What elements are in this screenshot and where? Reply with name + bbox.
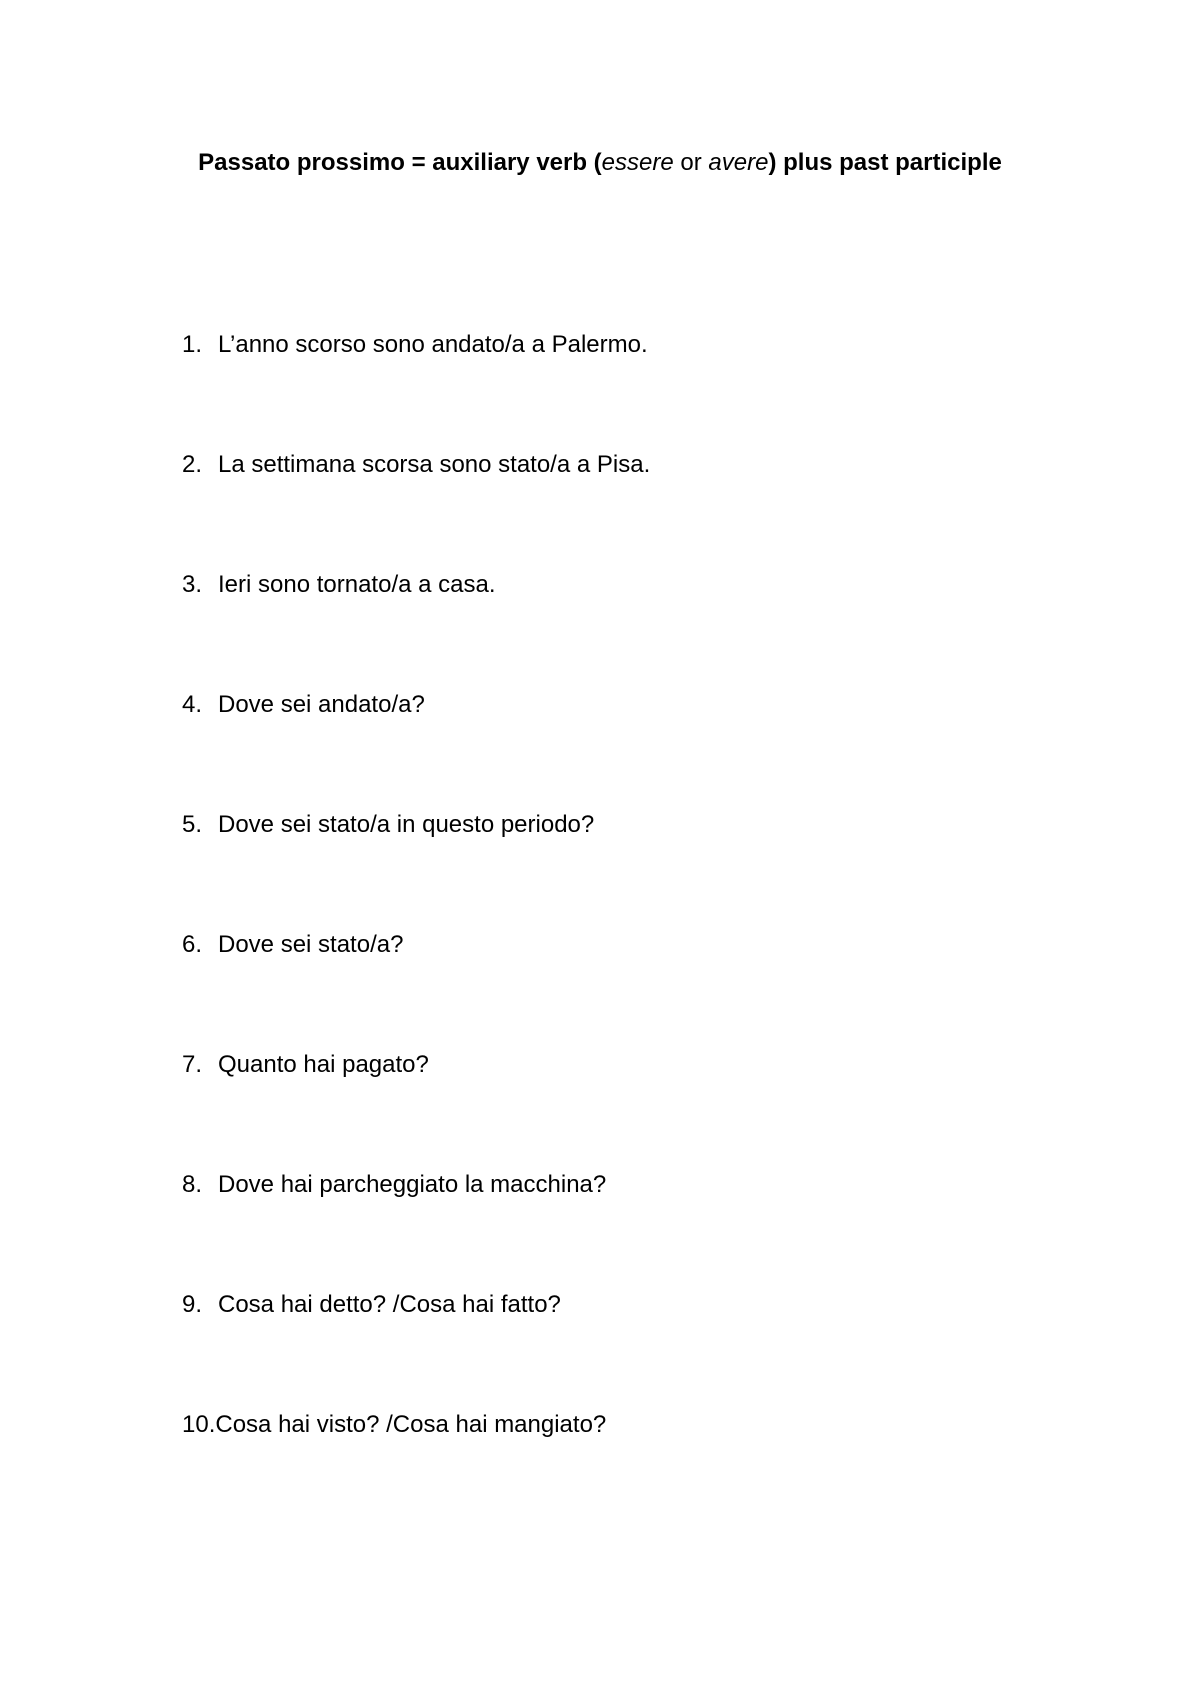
title-text-start: Passato prossimo = auxiliary verb ( [198,149,602,176]
item-text: Cosa hai visto? /Cosa hai mangiato? [215,1411,607,1438]
title-text-or: or [673,149,709,176]
list-item [182,568,650,688]
item-text: Ieri sono tornato/a a casa. [218,571,496,598]
item-number: 1. [182,331,203,358]
item-number: 10. [182,1411,216,1438]
list-item [182,1408,650,1528]
item-number: 6. [182,931,203,958]
item-text: Dove sei stato/a? [218,931,404,958]
list-item [182,808,650,928]
list-item [182,448,650,568]
page-title [0,146,1200,180]
item-number: 9. [182,1291,203,1318]
list-item [182,1288,650,1408]
list-item [182,1048,650,1168]
item-number: 5. [182,811,203,838]
title-italic-essere: essere [601,149,674,176]
item-number: 2. [182,451,203,478]
sentence-list [182,328,650,1528]
item-number: 8. [182,1171,203,1198]
item-text: L’anno scorso sono andato/a a Palermo. [218,331,648,358]
title-italic-avere: avere [708,149,769,176]
list-item [182,928,650,1048]
item-number: 4. [182,691,203,718]
list-item [182,1168,650,1288]
title-text-end: ) plus past participle [768,149,1002,176]
item-text: Dove hai parcheggiato la macchina? [218,1171,607,1198]
item-number: 7. [182,1051,203,1078]
item-text: Cosa hai detto? /Cosa hai fatto? [218,1291,561,1318]
item-text: La settimana scorsa sono stato/a a Pisa. [218,451,651,478]
list-item [182,688,650,808]
item-text: Dove sei stato/a in questo periodo? [218,811,595,838]
item-text: Quanto hai pagato? [218,1051,429,1078]
item-number: 3. [182,571,203,598]
list-item [182,328,650,448]
item-text: Dove sei andato/a? [218,691,425,718]
